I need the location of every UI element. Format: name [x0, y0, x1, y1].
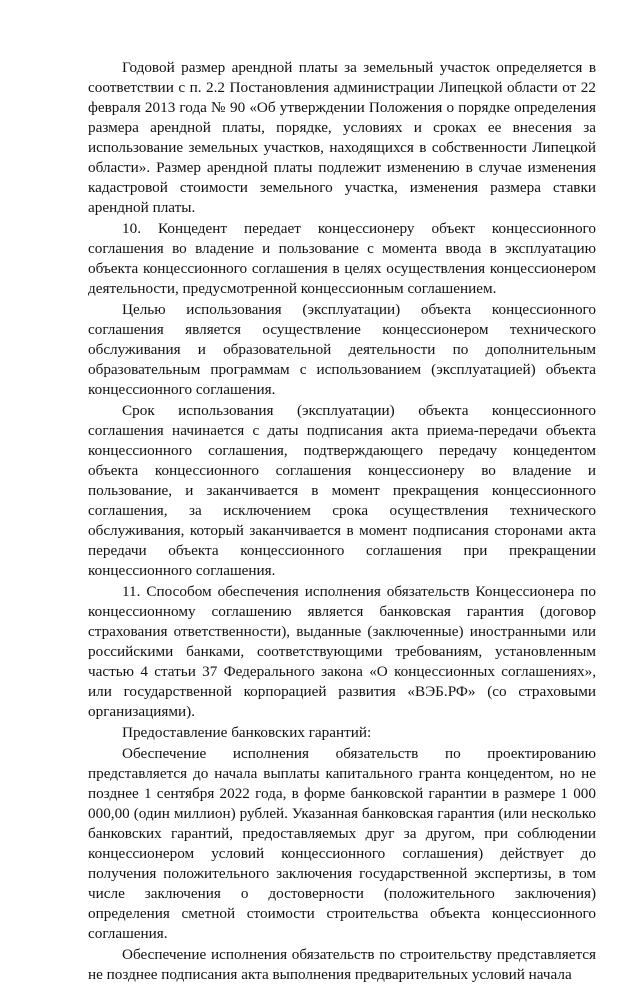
paragraph-design-guarantee: Обеспечение исполнения обязательств по проектированию представляется до начала выплаты капитального гранта концедентом, но не позднее 1 сентября 2022 года, в форме банковской гарантии в размере 1 000 000,00 (один миллион) рублей. Указанная банковская гарантия (или несколько банковских гарантий, предоставляемых друг за другом, при соблюдении концессионером условий концессионного соглашения) действует до получения положительного заключения государственной экспертизы, в том числе заключения о достоверности (положительного заключения) определения сметной стоимости строительства объекта концессионного соглашения.: [88, 745, 596, 942]
paragraph-usage-purpose: Целью использования (эксплуатации) объекта концессионного соглашения является осуществление концессионером технического обслуживания и образовательной деятельности по дополнительным образовательным программам с использованием (эксплуатацией) объекта концессионного соглашения.: [88, 301, 596, 398]
paragraph-rent-size: Годовой размер арендной платы за земельный участок определяется в соответствии с п. 2.2 Постановления администрации Липецкой области от 22 февраля 2013 года № 90 «Об утверждении Положения о порядке определения размера арендной платы, порядке, условиях и сроках ее внесения за использование земельных участков, находящихся в собственности Липецкой области». Размер арендной платы подлежит изменению в случае изменения кадастровой стоимости земельного участка, изменения размера ставки арендной платы.: [88, 59, 596, 216]
document-body: [88, 58, 596, 986]
paragraph-usage-term: Срок использования (эксплуатации) объекта концессионного соглашения начинается с даты подписания акта приема-передачи объекта концессионного соглашения, подтверждающего передачу концедентом объекта концессионного соглашения концессионеру во владение и пользование, и заканчивается в момент прекращения концессионного соглашения, за исключением срока осуществления технического обслуживания, который заканчивается в момент подписания сторонами акта передачи объекта концессионного соглашения при прекращении концессионного соглашения.: [88, 402, 596, 579]
paragraph-construction-guarantee: Обеспечение исполнения обязательств по строительству представляется не позднее подписания акта выполнения предварительных условий начала: [88, 946, 596, 983]
paragraph-bank-guarantees-heading: Предоставление банковских гарантий:: [122, 724, 372, 741]
paragraph-clause-10: 10. Концедент передает концессионеру объект концессионного соглашения во владение и пользование с момента ввода в эксплуатацию объекта концессионного соглашения в целях осуществления концессионером деятельности, предусмотренной концессионным соглашением.: [88, 220, 596, 297]
paragraph-clause-11: 11. Способом обеспечения исполнения обязательств Концессионера по концессионному соглашению является банковская гарантия (договор страхования ответственности), выданные (заключенные) иностранными или российскими банками, соответствующими требованиям, установленным частью 4 статьи 37 Федерального закона «О концессионных соглашениях», или государственной корпорацией развития «ВЭБ.РФ» (со страховыми организациями).: [88, 583, 596, 720]
